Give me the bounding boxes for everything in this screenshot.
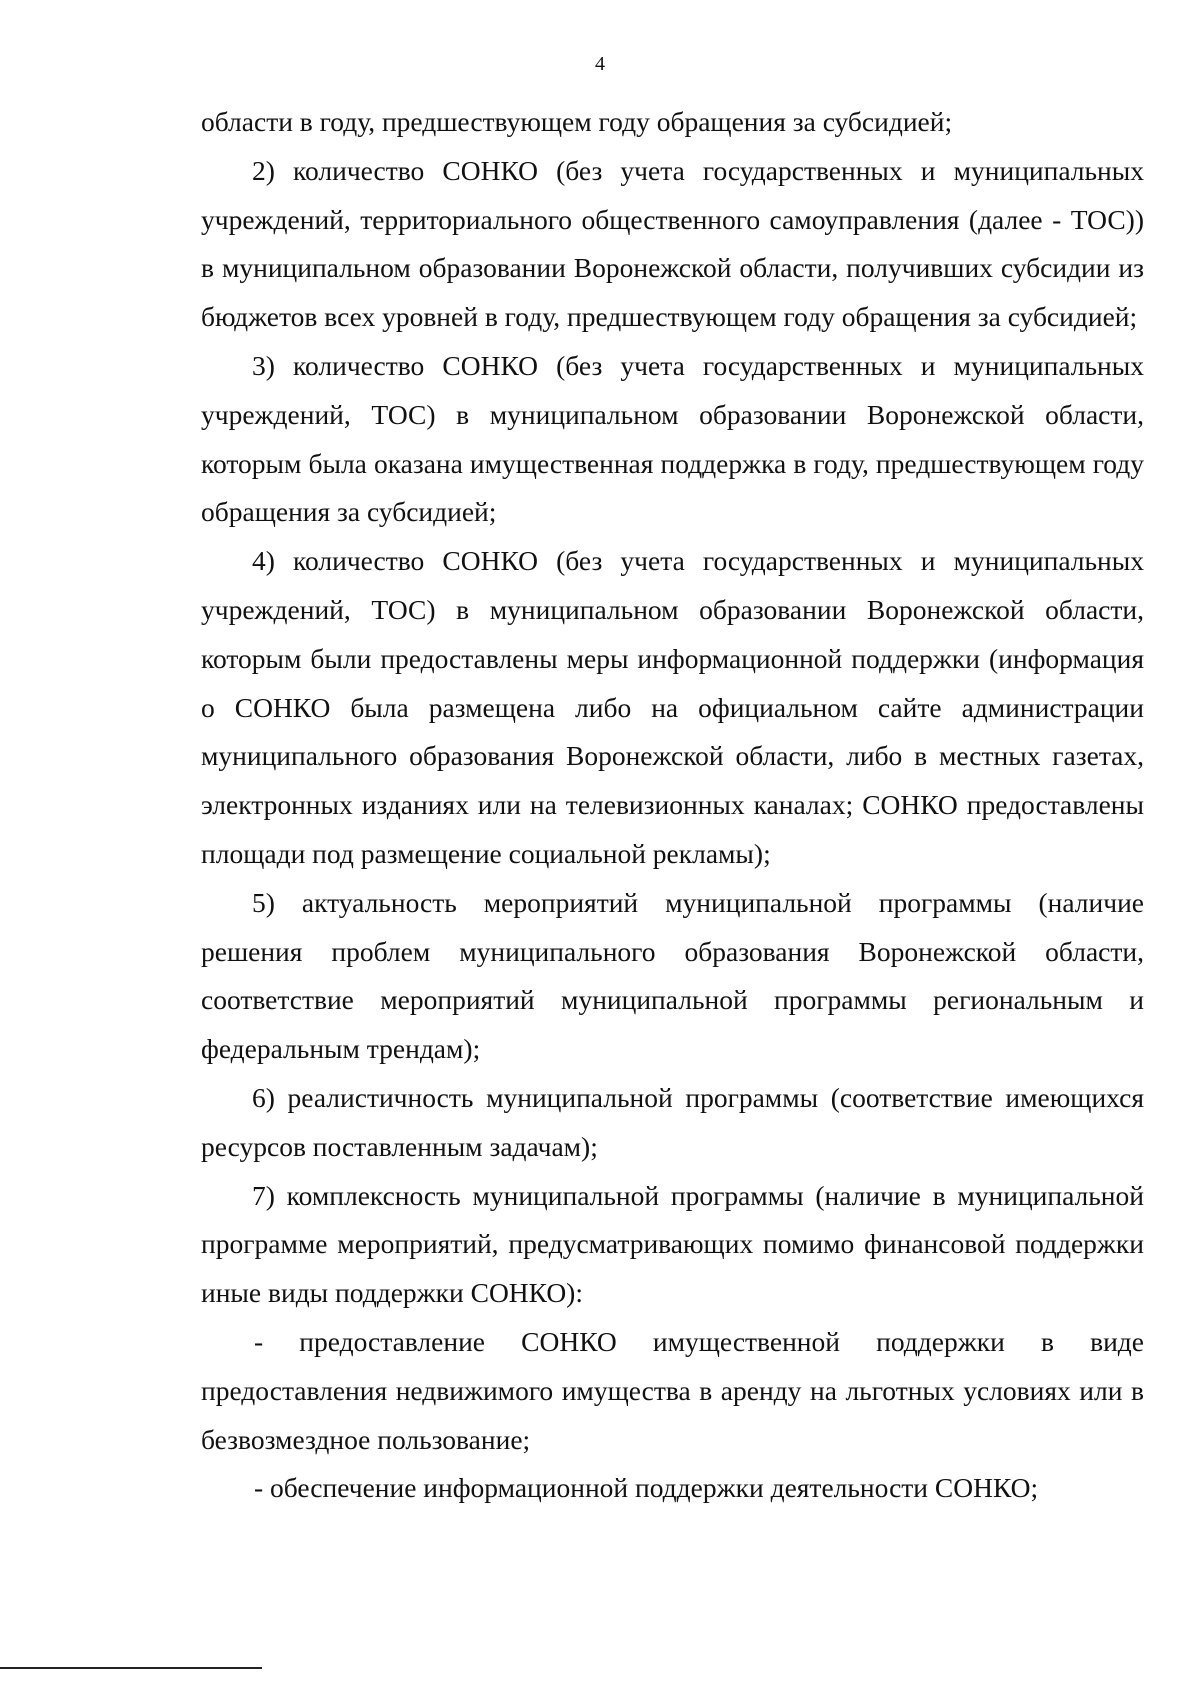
paragraph-item-5: 5) актуальность мероприятий муниципальной программы (наличие решения проблем муниципального образования Воронежской области, соответствие мероприятий муниципальной программы региональным и федеральным трендам); [201,886,1144,1065]
footnote-separator-line [0,1667,262,1669]
paragraph-continuation: области в году, предшествующем году обращения за субсидией; [201,106,953,137]
dash-item-property-support: - предоставление СОНКО имущественной поддержки в виде предоставления недвижимого имущества в аренду на льготных условиях или в безвозмездное пользование; [201,1325,1144,1455]
document-body [201,98,1144,1513]
paragraph-item-2: 2) количество СОНКО (без учета государственных и муниципальных учреждений, территориального общественного самоуправления (далее - ТОС)) в муниципальном образовании Воронежской области, получивших субсидии из бюджетов всех уровней в году, предшествующем году обращения за субсидией; [201,154,1144,333]
page-number: 4 [595,53,605,75]
paragraph-item-3: 3) количество СОНКО (без учета государственных и муниципальных учреждений, ТОС) в муниципальном образовании Воронежской области, которым была оказана имущественная поддержка в году, предшествующем году обращения за субсидией; [201,349,1144,528]
paragraph-item-4: 4) количество СОНКО (без учета государственных и муниципальных учреждений, ТОС) в муниципальном образовании Воронежской области, которым были предоставлены меры информационной поддержки (информация о СОНКО была размещена либо на официальном сайте администрации муниципального образования Воронежской области, либо в местных газетах, электронных изданиях или на телевизионных каналах; СОНКО предоставлены площади под размещение социальной рекламы); [201,545,1144,869]
dash-item-information-support: - обеспечение информационной поддержки деятельности СОНКО; [254,1472,1039,1504]
paragraph-item-7: 7) комплексность муниципальной программы (наличие в муниципальной программе мероприятий, предусматривающих помимо финансовой поддержки иные виды поддержки СОНКО): [201,1179,1144,1309]
paragraph-item-6: 6) реалистичность муниципальной программы (соответствие имеющихся ресурсов поставленным задачам); [201,1081,1144,1162]
